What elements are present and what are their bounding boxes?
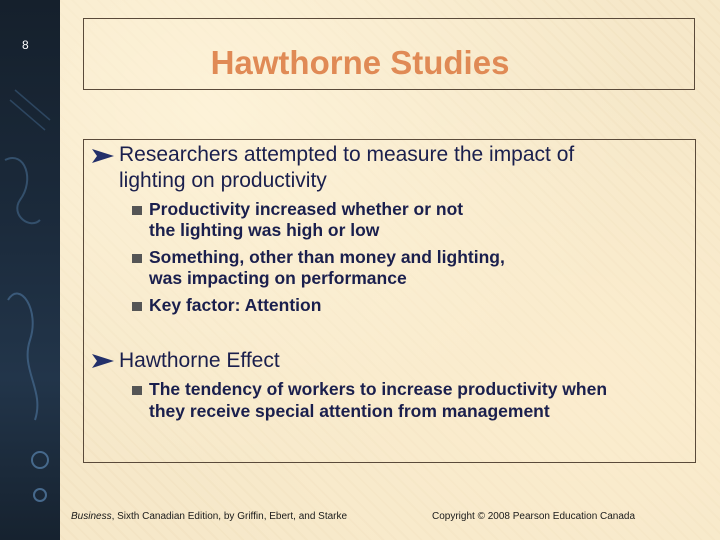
square-bullet-icon [132, 302, 142, 311]
footer-citation [71, 511, 347, 522]
arrow-bullet-icon [92, 149, 114, 163]
sub-bullet-2-line-2: was impacting on performance [149, 268, 407, 288]
square-bullet-icon [132, 254, 142, 263]
footer-book-title: Business [71, 511, 112, 522]
bullet-1-line-2: lighting on productivity [119, 169, 327, 192]
sub-bullet-4-line-2: they receive special attention from management [149, 401, 550, 421]
footer-copyright: Copyright © 2008 Pearson Education Canada [432, 511, 636, 522]
square-bullet-icon [132, 206, 142, 215]
arrow-bullet-icon [92, 354, 114, 368]
slide-number: 8 [22, 38, 29, 52]
sub-bullet-1-line-2: the lighting was high or low [149, 220, 380, 240]
bullet-2-line-1: Hawthorne Effect [119, 349, 280, 372]
sub-bullet-1-line-1: Productivity increased whether or not [149, 199, 464, 219]
bullet-1-line-1: Researchers attempted to measure the impact of [119, 143, 575, 166]
slide-title: Hawthorne Studies [210, 44, 510, 81]
sub-bullet-4-line-1: The tendency of workers to increase productivity when [149, 379, 608, 399]
sub-bullet-3-line-1: Key factor: Attention [149, 295, 322, 315]
sub-bullet-2-line-1: Something, other than money and lighting, [149, 247, 505, 267]
square-bullet-icon [132, 386, 142, 395]
footer-book-details: , Sixth Canadian Edition, by Griffin, Ebert, and Starke [111, 511, 348, 522]
